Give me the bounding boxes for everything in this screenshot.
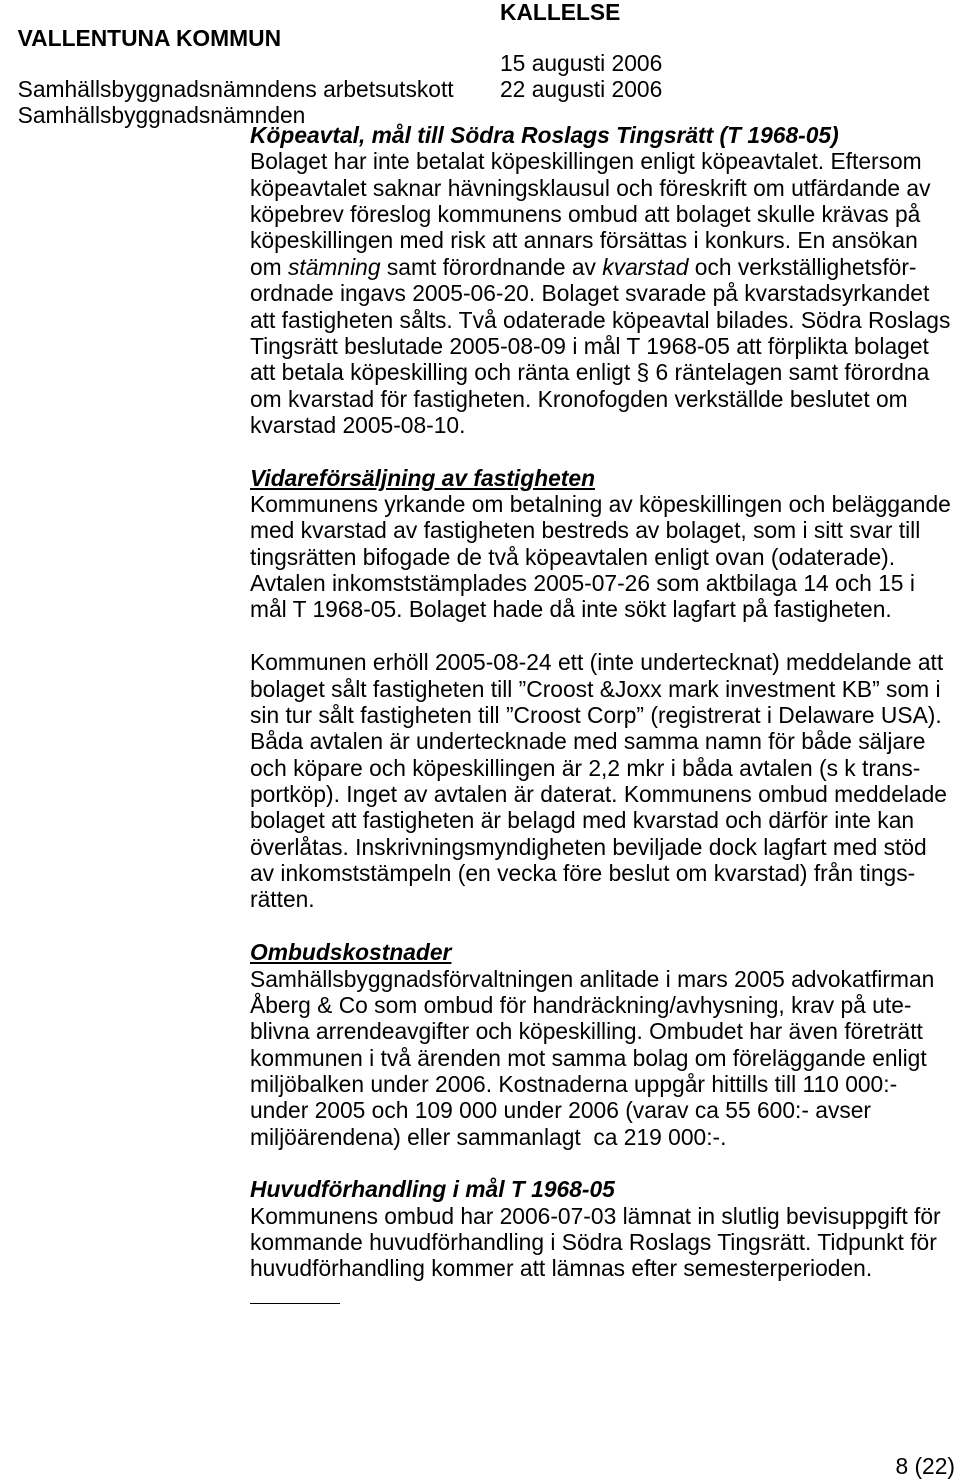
text-line: miljöbalken under 2006. Kostnaderna uppgår hittills till 110 000:- [250, 1070, 898, 1097]
meeting-date: 22 augusti 2006 [500, 76, 663, 102]
text-line: och köpare och köpeskillingen är 2,2 mkr i båda avtalen (s k trans- [250, 754, 921, 781]
section-ombudskostnader [250, 939, 955, 1150]
page-number: 8 (22) [895, 1453, 955, 1479]
text-line: mål T 1968-05. Bolaget hade då inte sökt lagfart på fastigheten. [250, 596, 892, 623]
text-line: Avtalen inkomststämplades 2005-07-26 som aktbilaga 14 och 15 i [250, 570, 915, 597]
section-vidareforsaljning [250, 465, 955, 913]
text-line: med kvarstad av fastigheten bestreds av bolaget, som i sitt svar till [250, 517, 921, 544]
text-line: av inkomststämpeln (en vecka före beslut om kvarstad) från tings- [250, 860, 916, 887]
text-line: blivna arrendeavgifter och köpeskilling. Ombudet har även företrätt [250, 1018, 923, 1045]
text-line: kvarstad 2005-08-10. [250, 411, 466, 438]
text-line: rätten. [250, 886, 315, 913]
text-line: kommunen i två ärenden mot samma bolag om föreläggande enligt [250, 1044, 927, 1071]
text-line: köpeskillingen med risk att annars försättas i konkurs. En ansökan [250, 227, 918, 254]
meeting-body: Samhällsbyggnadsnämnden [17, 102, 306, 129]
text-line: tingsrätten bifogade de två köpeavtalen enligt ovan (odaterade). [250, 543, 896, 570]
text-line: sin tur sålt fastigheten till ”Croost Corp” (registrerat i Delaware USA). [250, 701, 942, 728]
document-body [250, 122, 955, 1282]
text-line: bolaget sålt fastigheten till ”Croost &Joxx mark investment KB” som i [250, 675, 941, 702]
text-line: miljöärendena) eller sammanlagt ca 219 000:-. [250, 1123, 727, 1150]
text-line: Kommunens yrkande om betalning av köpeskillingen och beläggande [250, 491, 951, 518]
text-line: att betala köpeskilling och ränta enligt § 6 räntelagen samt förordna [250, 359, 930, 386]
text-line: köpebrev föreslog kommunens ombud att bolaget skulle krävas på [250, 201, 921, 228]
text-line: Kommunens ombud har 2006-07-03 lämnat in slutlig bevisuppgift för [250, 1202, 941, 1229]
paragraph [250, 491, 955, 623]
section-heading: Ombudskostnader [250, 939, 452, 966]
text-segment: samt förordnande av [380, 253, 603, 280]
text-line: Bolaget har inte betalat köpeskillingen enligt köpeavtalet. Eftersom [250, 148, 922, 175]
section-heading: Vidareförsäljning av fastigheten [250, 464, 595, 491]
text-line: Tingsrätt beslutade 2005-08-09 i mål T 1968-05 att förplikta bolaget [250, 332, 929, 359]
section-kopeavtal [250, 122, 955, 438]
text-line: köpeavtalet saknar hävningsklausul och föreskrift om utfärdande av [250, 174, 931, 201]
text-segment: om [250, 253, 289, 280]
paragraph [250, 148, 955, 438]
text-line: under 2005 och 109 000 under 2006 (varav ca 55 600:- avser [250, 1097, 872, 1124]
section-heading: Huvudförhandling i mål T 1968-05 [250, 1176, 615, 1203]
text-line: att fastigheten sålts. Två odaterade köpeavtal bilades. Södra Roslags [250, 306, 951, 333]
italic-term: stämning [288, 253, 381, 280]
text-line: portköp). Inget av avtalen är daterat. Kommunens ombud meddelade [250, 780, 947, 807]
header-title-row [5, 0, 955, 52]
document-type: KALLELSE [500, 0, 621, 25]
text-line: om kvarstad för fastigheten. Kronofogden verkställde beslutet om [250, 385, 908, 412]
text-line [250, 254, 955, 280]
paragraph [250, 1203, 955, 1282]
paragraph [250, 966, 955, 1151]
text-line: huvudförhandling kommer att lämnas efter semesterperioden. [250, 1255, 873, 1282]
meeting-row [5, 76, 955, 129]
meeting-body: Samhällsbyggnadsnämndens arbetsutskott [17, 76, 454, 103]
text-line: bolaget att fastigheten är belagd med kvarstad och därför inte kan [250, 807, 915, 834]
text-line: ordnade ingavs 2005-06-20. Bolaget svarade på kvarstadsyrkandet [250, 280, 930, 307]
text-line: kommande huvudförhandling i Södra Roslags Tingsrätt. Tidpunkt för [250, 1229, 937, 1256]
section-heading: Köpeavtal, mål till Södra Roslags Tingsrätt (T 1968-05) [250, 122, 839, 148]
organization-name: VALLENTUNA KOMMUN [17, 25, 282, 52]
italic-term: kvarstad [602, 253, 689, 280]
text-line: Kommunen erhöll 2005-08-24 ett (inte undertecknat) meddelande att [250, 649, 944, 676]
text-line: Åberg & Co som ombud för handräckning/avhysning, krav på ute- [250, 991, 912, 1018]
text-line: överlåtas. Inskrivningsmyndigheten beviljade dock lagfart med stöd [250, 833, 927, 860]
meeting-date: 15 augusti 2006 [500, 50, 663, 76]
text-line: Båda avtalen är undertecknade med samma namn för både säljare [250, 728, 926, 755]
text-line: Samhällsbyggnadsförvaltningen anlitade i mars 2005 advokatfirman [250, 965, 935, 992]
section-huvudforhandling [250, 1176, 955, 1281]
text-segment: och verkställighetsför- [688, 253, 917, 280]
paragraph [250, 649, 955, 913]
separator-line [250, 1303, 340, 1304]
